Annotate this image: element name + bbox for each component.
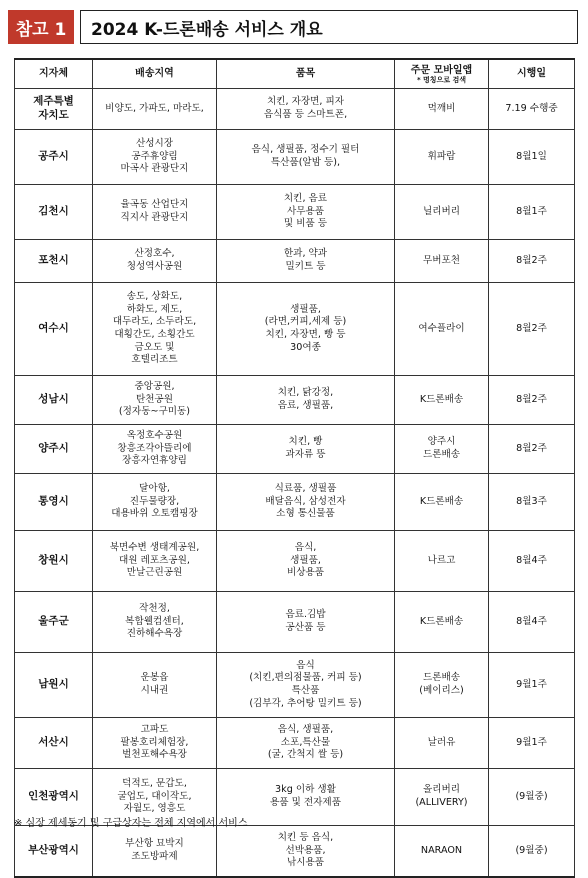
cell-date-line: 8월2주 <box>516 393 547 405</box>
cell-app-line: (ALLIVERY) <box>415 797 468 808</box>
cell-area-line: 달아항, <box>139 483 170 495</box>
cell-app <box>395 826 489 878</box>
cell-area-line: 옥정호수공원 <box>126 430 183 442</box>
cell-area-line: 운봉읍 <box>140 672 169 684</box>
table-row <box>15 425 575 474</box>
cell-items-line: 치킨, 자장면, 빵 등 <box>265 329 346 340</box>
cell-area <box>93 592 217 653</box>
cell-region-line: 창원시 <box>38 554 69 567</box>
cell-date-line: (9월중) <box>515 844 548 856</box>
cell-app-line: K드론배송 <box>419 393 464 405</box>
service-table <box>14 58 575 878</box>
cell-area <box>93 130 217 185</box>
footnote: ※ 심장 제세동기 및 구급상자는 전체 지역에서 서비스 <box>14 818 248 829</box>
cell-area-line: 호텔리조트 <box>131 354 178 366</box>
cell-area <box>93 826 217 878</box>
cell-app-line: NARAON <box>420 844 463 856</box>
cell-items-line: 밀키트 등 <box>285 261 326 272</box>
cell-area-line: 복합웰컴센터, <box>125 615 184 627</box>
cell-area-line: 대용바위 오토캠핑장 <box>111 508 198 520</box>
cell-items-line: 음식 <box>296 659 315 671</box>
cell-region-line: 양주시 <box>38 442 69 455</box>
cell-area-line: 대횡간도, 소횡간도 <box>114 329 195 340</box>
cell-items <box>217 89 395 130</box>
header-date: 시행일 <box>489 59 575 89</box>
cell-app-line: 나르고 <box>427 554 456 566</box>
cell-app <box>395 240 489 283</box>
cell-area <box>93 185 217 240</box>
cell-area-line: 중앙공원, <box>134 381 175 393</box>
cell-region <box>15 240 93 283</box>
cell-area <box>93 718 217 769</box>
cell-region-line: 여수시 <box>38 322 69 335</box>
cell-items-line: 비상용품 <box>286 567 325 579</box>
cell-area-line: 산정호수, <box>134 248 175 260</box>
cell-app-line: 양주시 <box>427 436 456 448</box>
reference-badge: 참고 1 <box>8 10 74 44</box>
cell-app <box>395 653 489 718</box>
cell-area <box>93 240 217 283</box>
cell-app <box>395 769 489 826</box>
cell-items <box>217 425 395 474</box>
cell-items-line: 치킨, 닭강정, <box>277 387 334 399</box>
cell-items-line: 생필품, <box>290 303 321 315</box>
cell-items-line: 생필품, <box>290 554 321 566</box>
cell-area-line: 대두라도, 소두라도, <box>112 316 197 328</box>
cell-date-line: 8월4주 <box>516 554 547 566</box>
cell-area-line: 산성시장 <box>135 138 174 150</box>
cell-area-line: 자월도, 영흥도 <box>123 803 186 815</box>
cell-region <box>15 283 93 376</box>
cell-items-line: 음료, 생필품, <box>277 400 334 411</box>
cell-region-line: 포천시 <box>38 254 69 267</box>
cell-date-line: 8월2주 <box>516 442 547 454</box>
cell-area-line: 하화도, 제도, <box>126 303 183 315</box>
table-row <box>15 240 575 283</box>
cell-app-line: 올리버리 <box>422 784 461 796</box>
cell-area <box>93 474 217 531</box>
cell-items-line: 치킨, 음료 <box>283 193 328 205</box>
cell-items-line: 및 비품 등 <box>283 218 328 230</box>
header-app <box>395 59 489 89</box>
table-row <box>15 185 575 240</box>
cell-area-line: 벌천포해수욕장 <box>122 749 187 761</box>
cell-region <box>15 185 93 240</box>
table-row <box>15 89 575 130</box>
cell-items <box>217 826 395 878</box>
cell-area <box>93 531 217 592</box>
cell-items <box>217 474 395 531</box>
cell-region <box>15 130 93 185</box>
cell-date-line: 9월1주 <box>516 678 547 690</box>
cell-app-line: 먹깨비 <box>427 102 456 114</box>
cell-area-line: 창흥조각아뜰리에 <box>117 442 192 454</box>
cell-region <box>15 376 93 425</box>
cell-date <box>489 89 575 130</box>
cell-date <box>489 592 575 653</box>
cell-region <box>15 89 93 130</box>
cell-items-line: 식료품, 생필품 <box>274 483 337 495</box>
cell-items <box>217 130 395 185</box>
cell-date <box>489 718 575 769</box>
table-row <box>15 718 575 769</box>
cell-region-line: 제주특별 <box>33 95 74 108</box>
header-items: 품목 <box>217 59 395 89</box>
table-row <box>15 283 575 376</box>
cell-area-line: 시내권 <box>140 685 169 696</box>
cell-app <box>395 531 489 592</box>
cell-items-line: 용품 및 전자제품 <box>270 797 341 808</box>
cell-region <box>15 531 93 592</box>
header-area: 배송지역 <box>93 59 217 89</box>
cell-items-line: 한과, 약과 <box>283 248 328 260</box>
cell-items <box>217 531 395 592</box>
cell-region-line: 울주군 <box>38 615 69 628</box>
cell-date <box>489 474 575 531</box>
cell-area-line: 율곡동 산업단지 <box>120 199 189 211</box>
table-row <box>15 376 575 425</box>
cell-app-line: (베이리스) <box>419 685 464 696</box>
cell-app <box>395 376 489 425</box>
cell-region-line: 김천시 <box>38 205 69 218</box>
cell-region-line: 자치도 <box>38 109 69 121</box>
cell-date <box>489 283 575 376</box>
cell-region-line: 인천광역시 <box>28 790 79 803</box>
cell-region <box>15 826 93 878</box>
cell-app <box>395 474 489 531</box>
cell-region <box>15 653 93 718</box>
cell-items <box>217 185 395 240</box>
cell-region-line: 공주시 <box>38 150 69 163</box>
cell-items-line: 음식, <box>294 542 317 554</box>
cell-area-line: 진두물량장, <box>129 495 180 507</box>
table-row <box>15 826 575 878</box>
cell-area <box>93 283 217 376</box>
cell-date-line: (9월중) <box>515 790 548 802</box>
cell-area-line: 장흥자연휴양림 <box>122 455 187 467</box>
cell-app-line: 닐리버리 <box>422 205 461 217</box>
cell-area <box>93 425 217 474</box>
cell-items-line: 소형 통신물품 <box>276 508 335 520</box>
cell-items-line: (김부각, 추어탕 밀키트 등) <box>249 697 362 709</box>
cell-area-line: 송도, 상화도, <box>126 291 183 303</box>
cell-items-line: 공산품 등 <box>285 622 326 633</box>
cell-app-line: 날러유 <box>427 736 456 748</box>
cell-area-line: 작천정, <box>139 603 170 615</box>
cell-date <box>489 425 575 474</box>
table-row <box>15 653 575 718</box>
cell-date-line: 8월2주 <box>516 254 547 266</box>
cell-date-line: 8월1일 <box>516 150 547 162</box>
table-row <box>15 130 575 185</box>
table-header-row <box>15 59 575 89</box>
header-region: 지자체 <box>15 59 93 89</box>
cell-items-line: 음료.김밥 <box>285 609 326 621</box>
cell-app-line: 드론배송 <box>422 449 461 460</box>
cell-items-line: 소포,특산물 <box>280 736 331 748</box>
table-row <box>15 474 575 531</box>
table-row <box>15 592 575 653</box>
cell-area-line: 청성역사공원 <box>126 261 183 272</box>
cell-items-line: 치킨, 빵 <box>288 436 323 448</box>
cell-items-line: 음식품 등 스마트폰, <box>263 109 348 120</box>
cell-app <box>395 425 489 474</box>
cell-items <box>217 592 395 653</box>
cell-items-line: (굴, 간척지 쌀 등) <box>267 749 344 761</box>
cell-region <box>15 718 93 769</box>
cell-app <box>395 718 489 769</box>
cell-region-line: 서산시 <box>38 736 69 749</box>
cell-items <box>217 283 395 376</box>
cell-date <box>489 185 575 240</box>
cell-date <box>489 240 575 283</box>
cell-area-line: 대원 레포츠공원, <box>119 554 190 566</box>
cell-region <box>15 474 93 531</box>
cell-area-line: 조도방파제 <box>131 851 178 862</box>
cell-area-line: 공주휴양림 <box>131 150 178 162</box>
cell-date <box>489 130 575 185</box>
cell-date-line: 8월2주 <box>516 322 547 334</box>
cell-app-line: 무버포천 <box>422 254 461 266</box>
cell-app-line: K드론배송 <box>419 495 464 507</box>
cell-items-line: (라면,커피,세제 등) <box>264 316 347 328</box>
cell-area-line: 덕적도, 문갑도, <box>122 778 187 790</box>
cell-items-line: 치킨 등 음식, <box>277 832 334 844</box>
cell-items-line: 특산품 <box>291 685 320 696</box>
cell-area <box>93 376 217 425</box>
cell-items-line: 음식, 생필품, 정수기 필터 <box>251 144 360 156</box>
cell-items <box>217 718 395 769</box>
cell-date-line: 8월1주 <box>516 205 547 217</box>
cell-items <box>217 376 395 425</box>
cell-area-line: 부산항 묘박지 <box>125 838 184 850</box>
cell-items-line: 치킨, 자장면, 피자 <box>266 96 345 108</box>
cell-date <box>489 769 575 826</box>
cell-date <box>489 653 575 718</box>
cell-app <box>395 185 489 240</box>
cell-region <box>15 425 93 474</box>
cell-area-line: (정자동~구미동) <box>118 406 191 418</box>
cell-area-line: 마곡사 관광단지 <box>120 163 189 175</box>
cell-items-line: 30여종 <box>290 341 321 353</box>
cell-items-line: (치킨,편의점물품, 커피 등) <box>249 672 362 684</box>
cell-area <box>93 653 217 718</box>
table-row <box>15 531 575 592</box>
header <box>8 10 578 44</box>
cell-items-line: 사무용품 <box>286 205 325 217</box>
cell-date <box>489 376 575 425</box>
cell-app-line: K드론배송 <box>419 615 464 627</box>
cell-area <box>93 89 217 130</box>
cell-date-line: 8월4주 <box>516 615 547 627</box>
cell-app <box>395 283 489 376</box>
cell-app <box>395 130 489 185</box>
cell-date-line: 9월1주 <box>516 736 547 748</box>
cell-app-line: 휘파람 <box>427 150 456 162</box>
cell-area-line: 북면수변 생태계공원, <box>109 542 200 554</box>
cell-area-line: 탄천공원 <box>135 393 174 405</box>
cell-area-line: 만날근린공원 <box>126 567 183 579</box>
header-app-label: 주문 모바일앱 <box>410 64 473 76</box>
cell-area-line: 비양도, 가파도, 마라도, <box>105 102 204 114</box>
cell-region-line: 통영시 <box>38 495 69 508</box>
cell-region <box>15 592 93 653</box>
cell-area-line: 진하해수욕장 <box>126 628 183 640</box>
page-title: 2024 K-드론배송 서비스 개요 <box>80 10 578 44</box>
cell-items-line: 선박용품, <box>285 844 326 856</box>
cell-area-line: 팔봉호리체험장, <box>120 736 189 748</box>
cell-area-line: 금오도 및 <box>134 341 175 353</box>
cell-items-line: 3kg 이하 생활 <box>275 784 336 796</box>
cell-date-line: 8월3주 <box>516 495 547 507</box>
cell-date <box>489 531 575 592</box>
cell-app <box>395 592 489 653</box>
cell-app <box>395 89 489 130</box>
cell-date-line: 7.19 수행중 <box>505 102 558 114</box>
cell-items-line: 특산품(알밤 등), <box>270 157 341 168</box>
cell-region-line: 남원시 <box>38 678 69 691</box>
cell-items-line: 배달음식, 삼성전자 <box>265 495 346 507</box>
cell-region-line: 성남시 <box>38 393 69 406</box>
cell-app-line: 드론배송 <box>422 672 461 684</box>
cell-area-line: 직지사 관광단지 <box>120 212 189 223</box>
cell-date <box>489 826 575 878</box>
cell-items <box>217 240 395 283</box>
cell-area-line: 고파도 <box>140 724 169 736</box>
cell-app-line: 여수플라이 <box>418 322 465 334</box>
cell-items-line: 음식, 생필품, <box>277 724 334 736</box>
cell-items-line: 과자류 뜽 <box>285 449 326 460</box>
cell-items <box>217 653 395 718</box>
header-app-note: * 명칭으로 검색 <box>416 75 467 84</box>
cell-items-line: 낚시용품 <box>286 857 325 869</box>
cell-area-line: 굴업도, 대이작도, <box>117 790 192 802</box>
cell-region-line: 부산광역시 <box>28 844 79 857</box>
